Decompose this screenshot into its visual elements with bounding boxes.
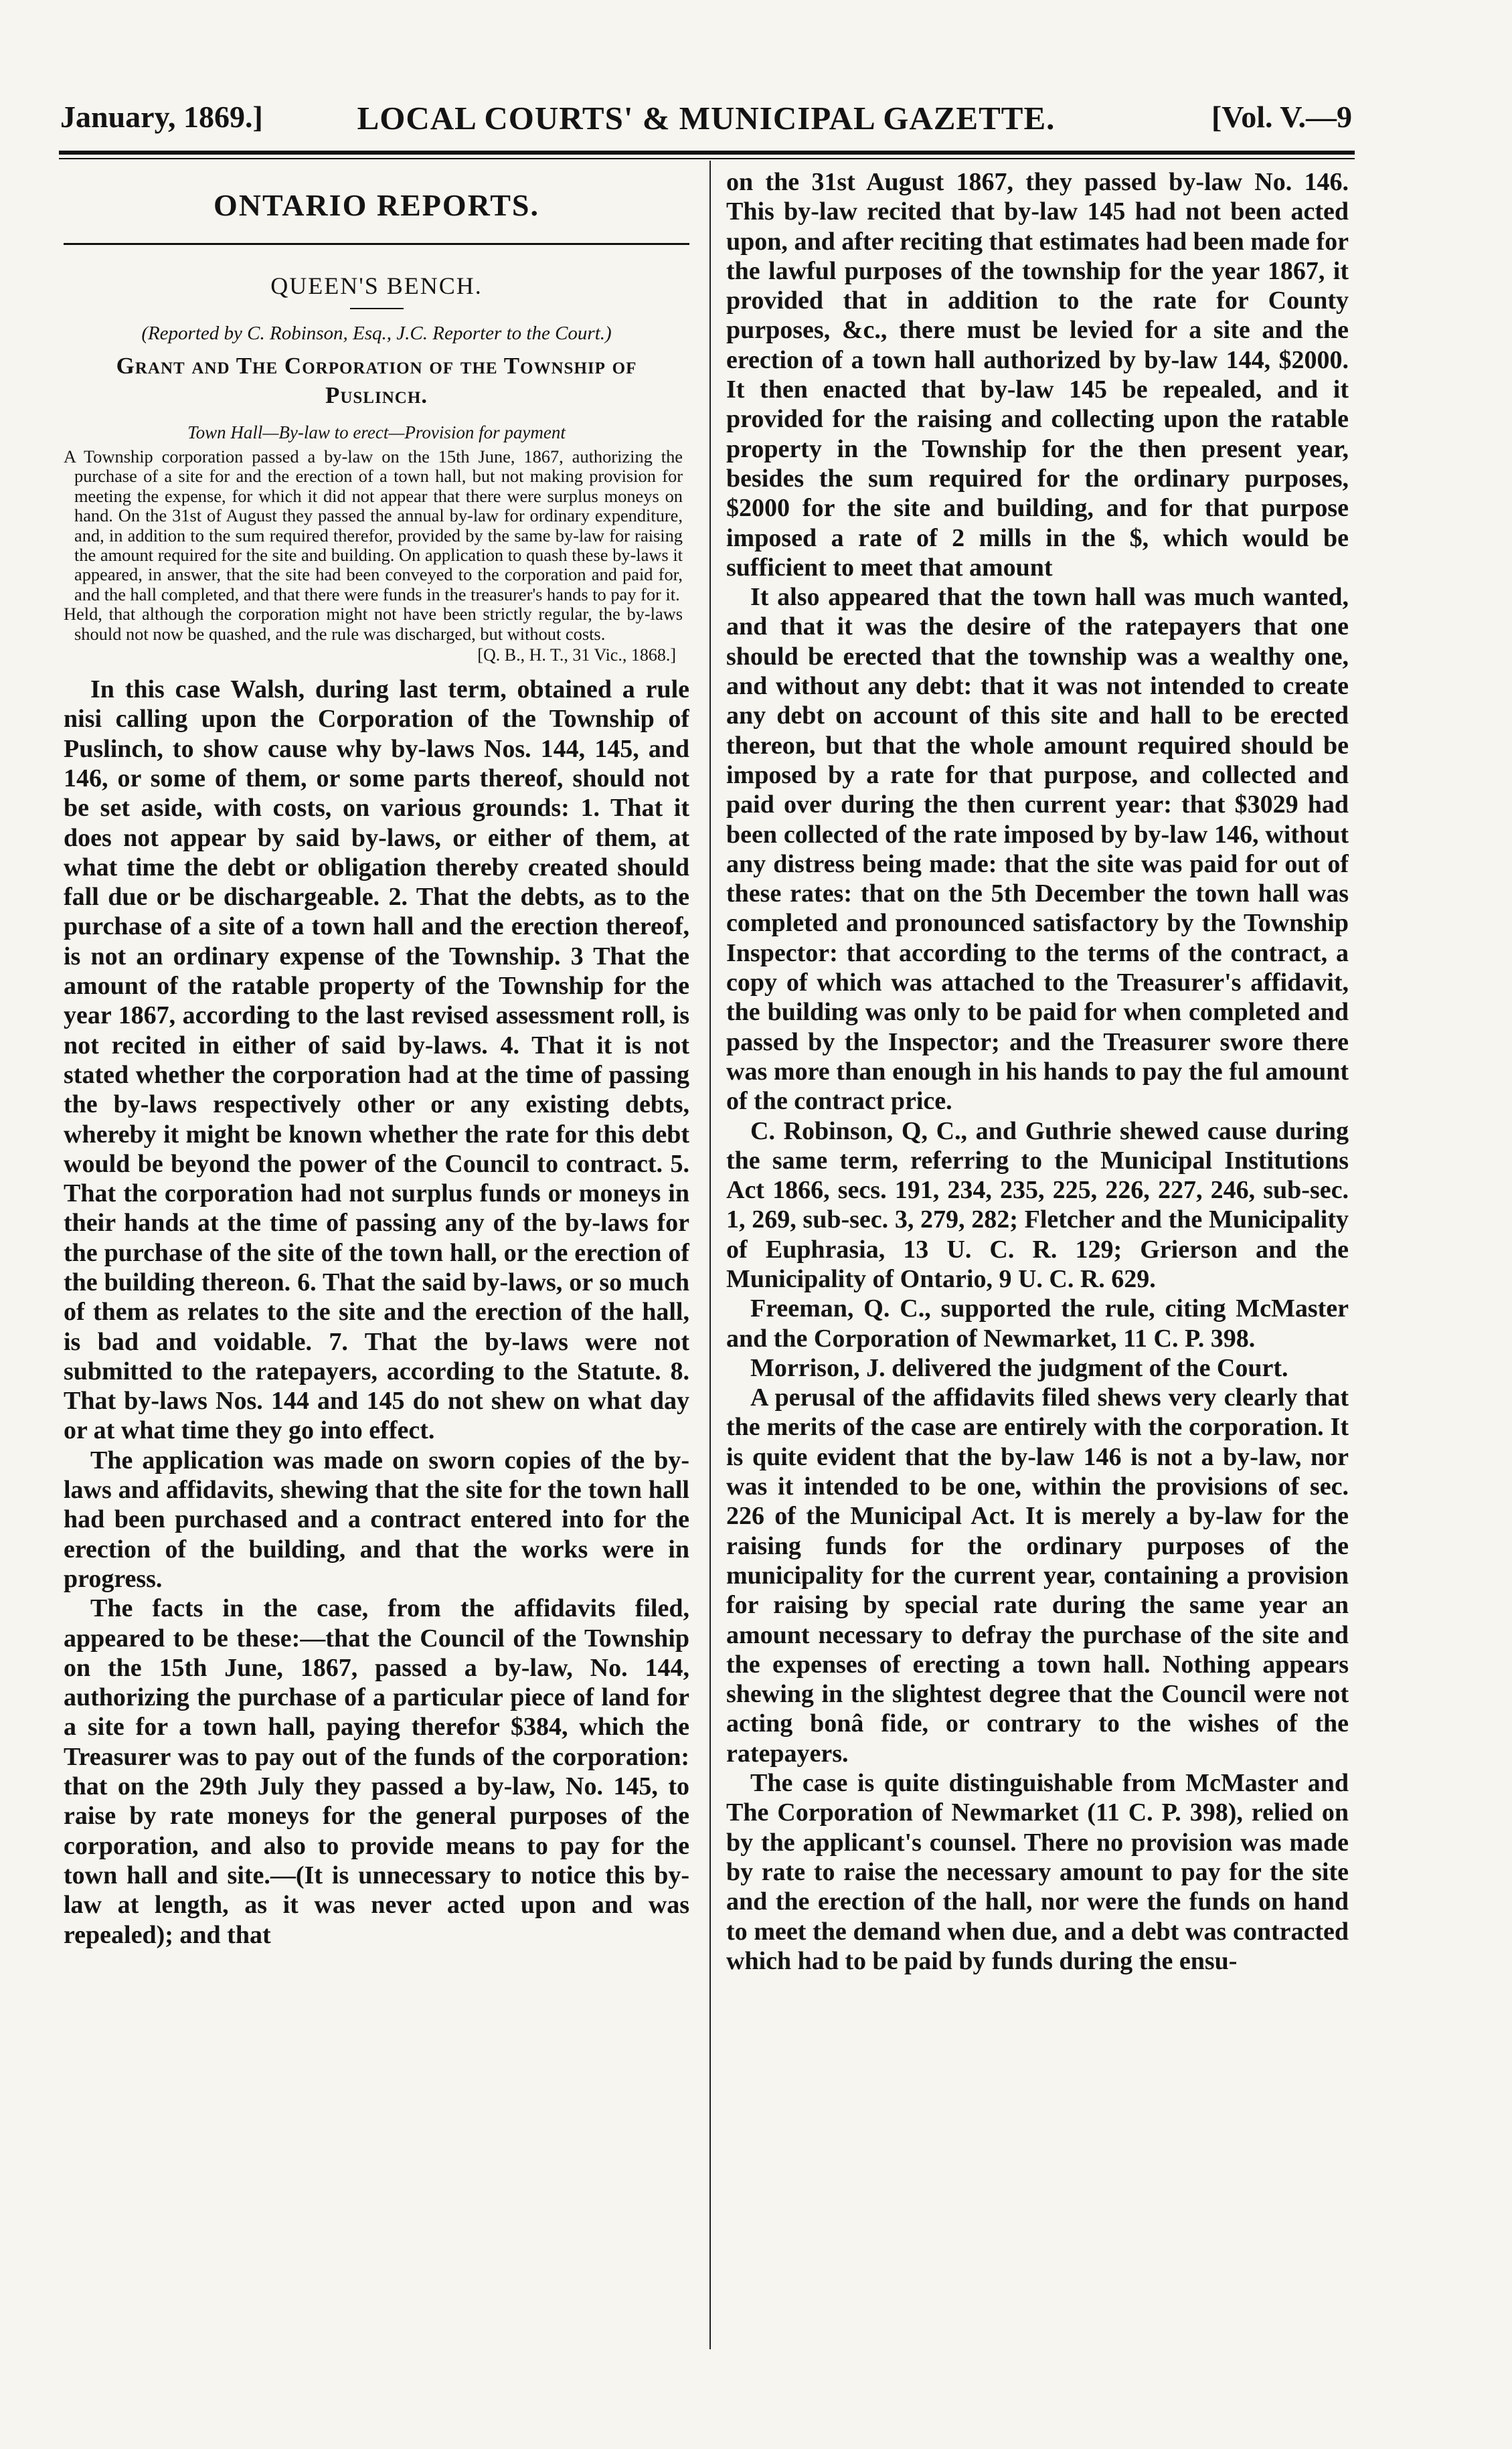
- header-title: LOCAL COURTS' & MUNICIPAL GAZETTE.: [357, 100, 1056, 137]
- left-body: [64, 675, 689, 1950]
- header-date: January, 1869.]: [60, 100, 263, 134]
- headnote: [64, 447, 683, 644]
- body-paragraph: C. Robinson, Q, C., and Guthrie shewed cause during the same term, referring to the Municipal Institutions Act 1866, secs. 191, 234, 235, 225, 226, 227, 246, sub-sec. 1, 269, sub-sec. 3, 279, 282; Fletcher and the Municipality of Euphrasia, 13 U. C. R. 129; Grierson and the Municipality of Ontario, 9 U. C. R. 629.: [726, 1116, 1349, 1293]
- body-paragraph: Freeman, Q. C., supported the rule, citing McMaster and the Corporation of Newmarket, 11 C. P. 398.: [726, 1294, 1349, 1353]
- body-paragraph: The application was made on sworn copies of the by-laws and affidavits, shewing that the site for the town hall had been purchased and a contract entered into for the erection of the building, and that the works were in progress.: [64, 1446, 689, 1593]
- section-title-rule: [64, 243, 689, 245]
- body-paragraph: on the 31st August 1867, they passed by-law No. 146. This by-law recited that by-law 145 had not been acted upon, and after reciting that estimates had been made for the lawful purposes of the township for the year 1867, it provided that in addition to the rate for County purposes, &c., there must be levied for a site and the erection of a town hall authorized by by-law 144, $2000. It then enacted that by-law 145 be repealed, and it provided for the raising and collecting upon the ratable property in the Township for the then present year, besides the sum required for the ordinary purposes, $2000 for the site and building, and for that purpose imposed a rate of 2 mills in the $, which would be sufficient to meet that amount: [726, 168, 1349, 582]
- page-header: [60, 99, 1352, 146]
- body-paragraph: It also appeared that the town hall was much wanted, and that it was the desire of the ratepayers that one should be erected that the township was a wealthy one, and without any debt: that it was not intended to create any debt on account of this site and hall to be erected thereon, but that the whole amount required should be imposed by a rate for that purpose, and collected and paid over during the then current year: that $3029 had been collected of the rate imposed by by-law 146, without any distress being made: that the site was paid for out of these rates: that on the 5th December the town hall was completed and pronounced satisfactory by the Township Inspector: that according to the terms of the contract, a copy of which was attached to the Treasurer's affidavit, the building was only to be paid for when completed and passed by the Inspector; and the Treasurer swore there was more than enough in his hands to pay the ful amount of the contract price.: [726, 583, 1349, 1116]
- reporter-line: (Reported by C. Robinson, Esq., J.C. Reporter to the Court.): [141, 323, 612, 344]
- body-paragraph: The facts in the case, from the affidavits filed, appeared to be these:—that the Council of the Township on the 15th June, 1867, passed a by-law, No. 144, authorizing the purchase of a particular piece of land for a site for a town hall, paying therefor $384, which the Treasurer was to pay out of the funds of the corporation: that on the 29th July they passed a by-law, No. 145, to raise by rate moneys for the general purposes of the corporation, and also to provide means to pay for the town hall and site.—(It is unnecessary to notice this by-law at length, as it was never acted upon and was repealed); and that: [64, 1594, 689, 1949]
- short-rule: [350, 308, 404, 309]
- headnote-paragraph: A Township corporation passed a by-law on the 15th June, 1867, authorizing the purchase of a site for and the erection of a town hall, but not making provision for meeting the expense, for which it did not appear that there were surplus moneys on hand. On the 31st of August they passed the annual by-law for ordinary expenditure, and, in addition to the sum required therefor, provided by the same by-law for raising the amount required for the site and building. On application to quash these by-laws it appeared, in answer, that the site had been conveyed to the corporation and paid for, and the hall completed, and that there were funds in the treasurer's hands to pay for it.: [64, 446, 683, 604]
- header-rule-thick: [59, 151, 1355, 155]
- left-column: [64, 167, 689, 2349]
- header-volume: [Vol. V.—9: [1211, 100, 1352, 134]
- body-paragraph: The case is quite distinguishable from McMaster and The Corporation of Newmarket (11 C. P. 398), relied on by the applicant's counsel. There no provision was made by rate to raise the necessary amount to pay for the site and the erection of the hall, nor were the funds on hand to meet the demand when due, and a debt was contracted which had to be paid by funds during the ensu-: [726, 1769, 1349, 1975]
- body-paragraph: Morrison, J. delivered the judgment of the Court.: [750, 1353, 1288, 1382]
- case-title: Grant and The Corporation of the Township of Puslinch.: [116, 353, 637, 408]
- right-body: [726, 167, 1349, 1976]
- headnote-paragraph: Held, that although the corporation might not have been strictly regular, the by-laws should not now be quashed, and the rule was discharged, but without costs.: [64, 604, 683, 644]
- body-paragraph: A perusal of the affidavits filed shews very clearly that the merits of the case are entirely with the corporation. It is quite evident that the by-law 146 is not a by-law, nor was it intended to be one, within the provisions of sec. 226 of the Municipal Act. It is merely a by-law for the raising funds for the ordinary purposes of the municipality for the current year, containing a provision for raising by special rate during the same year an amount necessary to defray the purchase of the site and the expenses of erecting a town hall. Nothing appears shewing in the slightest degree that the Council were not acting bonâ fide, or contrary to the wishes of the ratepayers.: [726, 1383, 1349, 1768]
- right-column: [726, 167, 1349, 2349]
- case-subject: Town Hall—By-law to erect—Provision for payment: [187, 422, 566, 442]
- body-paragraph: In this case Walsh, during last term, obtained a rule nisi calling upon the Corporation of the Township of Puslinch, to show cause why by-laws Nos. 144, 145, and 146, or some of them, or some parts thereof, should not be set aside, with costs, on various grounds: 1. That it does not appear by said by-laws, or either of them, at what time the debt or obligation thereby created should fall due or be dischargeable. 2. That the debts, as to the purchase of a site of a town hall and the erection thereof, is not an ordinary expense of the Township. 3 That the amount of the ratable property of the Township for the year 1867, according to the last revised assessment roll, is not recited in either of said by-laws. 4. That it is not stated whether the corporation had at the time of passing the by-laws respectively other or any existing debts, whereby it might be known whether the rate for this debt would be beyond the power of the Council to contract. 5. That the corporation had not surplus funds or moneys in their hands at the time of passing any of the by-laws for the purchase of the site of the town hall, or the erection of the building thereon. 6. That the said by-laws, or so much of them as relates to the site and the erection of the hall, is bad and voidable. 7. That the by-laws were not submitted to the ratepayers, according to the Statute. 8. That by-laws Nos. 144 and 145 do not shew on what day or at what time they go into effect.: [64, 675, 689, 1445]
- court-name: QUEEN'S BENCH.: [270, 272, 483, 299]
- header-rule-thin: [59, 158, 1355, 159]
- column-divider: [709, 161, 711, 2349]
- section-title: ONTARIO REPORTS.: [213, 188, 540, 222]
- case-citation: [Q. B., H. T., 31 Vic., 1868.]: [477, 645, 676, 665]
